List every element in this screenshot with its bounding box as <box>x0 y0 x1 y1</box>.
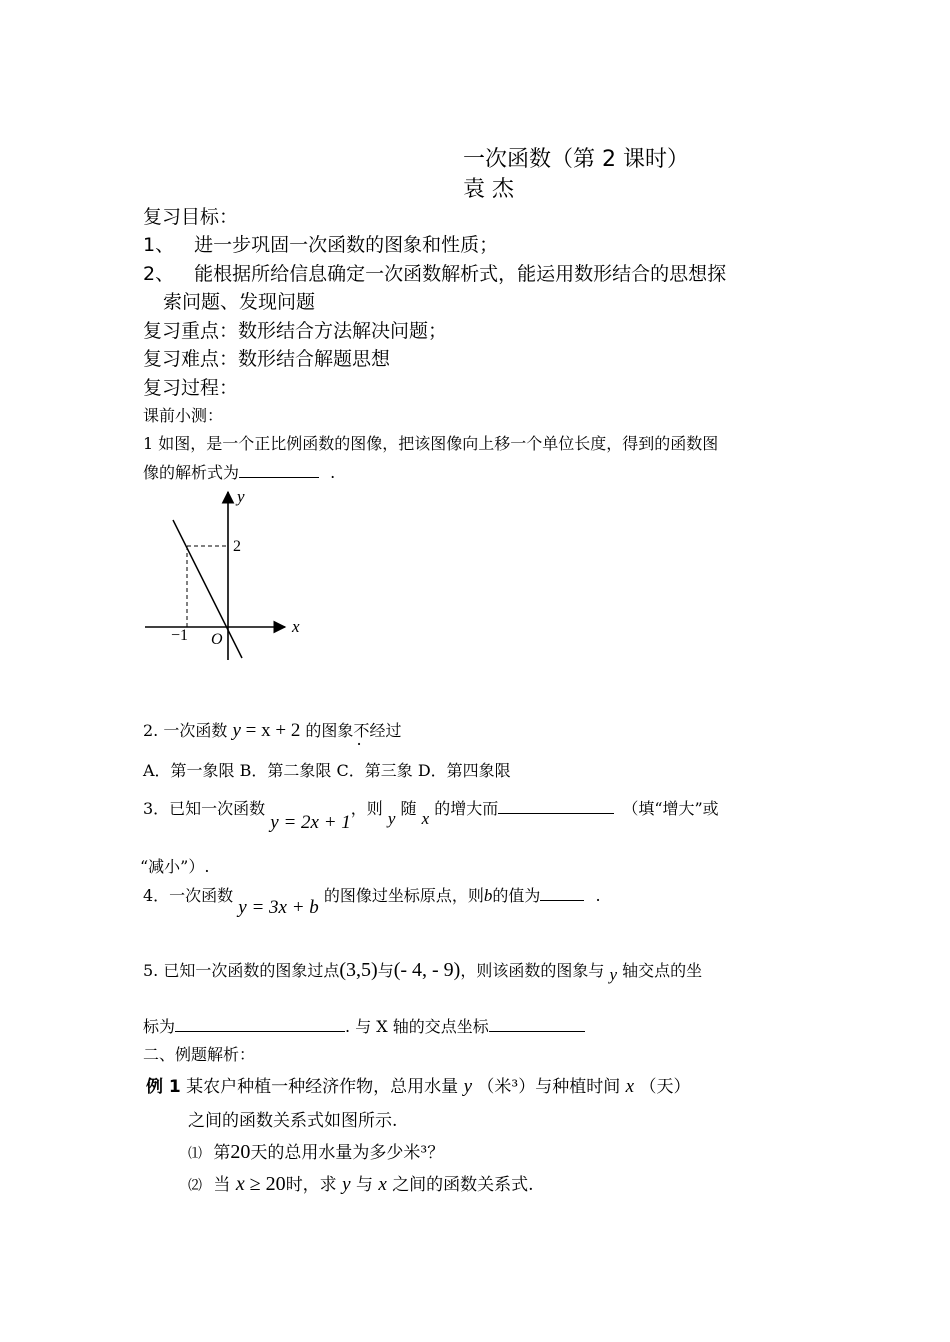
q2-suffix-b: 经过 <box>369 721 402 740</box>
sub-value: 20 <box>230 1141 251 1163</box>
page-title: 一次函数（第 2 课时） <box>463 147 689 172</box>
sub-number: ⑴ <box>188 1146 202 1162</box>
answer-blank <box>239 461 319 478</box>
q1-graph <box>140 480 315 665</box>
q2-options: A．第一象限 B．第二象限 C．第三象 D．第四象限 <box>143 761 511 780</box>
sub-var-x: x <box>235 1173 245 1195</box>
example-line2: 之间的函数关系式如图所示. <box>188 1111 398 1131</box>
y-axis-label: y <box>237 487 245 506</box>
sub-number: ⑵ <box>188 1178 202 1194</box>
q5-line2-a: 标为 <box>143 1017 176 1036</box>
example-var-y: y <box>463 1076 472 1097</box>
q1-period: . <box>330 463 336 482</box>
sub-text: 天的总用水量为多少米³？ <box>250 1143 445 1163</box>
q3-var-x: x <box>421 809 430 828</box>
q4-text <box>143 883 601 918</box>
author-name: 袁 杰 <box>463 177 514 202</box>
q4-equation: y = 3x + b <box>238 897 319 918</box>
q4-mid: 的图像过坐标原点，则 <box>323 886 484 905</box>
q5-tail: 轴交点的坐 <box>622 961 703 980</box>
q5-line2 <box>143 1014 585 1037</box>
goal-number: 2、 <box>143 263 175 285</box>
q5-line2-b: . 与 X 轴的交点坐标 <box>345 1017 489 1036</box>
sub-var-y: y <box>342 1174 351 1195</box>
goal-item <box>143 230 498 257</box>
q1-text-line2: 像的解析式为 <box>143 463 240 482</box>
answer-blank <box>498 797 614 814</box>
q3-text <box>143 796 719 833</box>
q5-point1: (3,5) <box>339 959 378 981</box>
y-tick-label: 2 <box>233 538 241 555</box>
sub-text: 当 <box>213 1175 231 1195</box>
origin-label: O <box>211 631 223 648</box>
q3-mid3: 的增大而 <box>434 799 499 818</box>
sub-inequality: ≥ 20 <box>244 1173 286 1195</box>
sub-question-1 <box>188 1138 444 1164</box>
q2-prefix: 2. 一次函数 <box>143 721 228 740</box>
q3-line2: “减小”）. <box>140 857 210 876</box>
q2-eq-rest: = x + 2 <box>240 720 301 741</box>
sub-text: 与 <box>355 1175 373 1195</box>
q3-mid1: ，则 <box>350 799 383 818</box>
pretest-heading: 课前小测： <box>143 406 224 425</box>
emphasis-char: 不 <box>353 721 370 740</box>
example-text: 某农户种植一种经济作物，总用水量 <box>186 1077 459 1097</box>
sub-text: 第 <box>213 1143 231 1163</box>
q4-var-b: b <box>483 886 493 905</box>
q3-prefix: 3．已知一次函数 <box>143 799 266 818</box>
q2-text <box>143 718 401 742</box>
goal-text-continued: 索问题、发现问题 <box>163 291 316 313</box>
q5-text <box>143 958 702 982</box>
x-tick-label: −1 <box>171 627 189 644</box>
q4-tail: 的值为 <box>492 886 541 905</box>
goal-number: 1、 <box>143 234 175 256</box>
goal-text: 进一步巩固一次函数的图象和性质； <box>194 234 499 256</box>
q5-var-y: y <box>609 965 617 984</box>
sub-text: 时，求 <box>285 1175 337 1195</box>
answer-blank <box>489 1015 585 1032</box>
q3-tail: （填“增大”或 <box>622 799 719 818</box>
q5-point2: (- 4, - 9) <box>393 959 461 981</box>
x-axis-label: x <box>292 617 300 636</box>
example-var-x: x <box>625 1076 635 1097</box>
q4-prefix: 4．一次函数 <box>143 886 234 905</box>
example-1 <box>146 1072 690 1098</box>
section-heading: 二、例题解析： <box>143 1045 256 1064</box>
q2-eq-y: y <box>232 720 241 741</box>
q3-var-y: y <box>387 809 396 828</box>
q5-mid2: ，则该函数的图象与 <box>460 961 605 980</box>
q3-equation: y = 2x + 1 <box>270 812 351 833</box>
q4-period: . <box>595 886 601 905</box>
example-text: （天） <box>639 1077 691 1097</box>
sub-question-2 <box>188 1170 534 1196</box>
q1-text: 1 如图，是一个正比例函数的图像，把该图像向上移一个单位长度，得到的函数图 <box>143 434 719 453</box>
goal-text: 能根据所给信息确定一次函数解析式，能运用数形结合的思想探 <box>194 263 727 285</box>
q2-suffix: 的图象 <box>305 721 354 740</box>
process-heading: 复习过程： <box>143 377 239 399</box>
goals-heading: 复习目标： <box>143 206 239 228</box>
example-text: （米³）与种植时间 <box>477 1077 621 1097</box>
answer-blank <box>540 884 584 901</box>
answer-blank <box>175 1015 345 1032</box>
q5-mid: 与 <box>377 961 394 980</box>
goal-item <box>143 259 726 286</box>
example-label: 例 1 <box>146 1077 181 1097</box>
q3-mid2: 随 <box>400 799 417 818</box>
key-point: 复习重点：数形结合方法解决问题； <box>143 320 448 342</box>
sub-text: 之间的函数关系式. <box>392 1175 534 1195</box>
sub-var-x: x <box>378 1174 387 1195</box>
difficulty: 复习难点：数形结合解题思想 <box>143 348 391 370</box>
q5-prefix: 5. 已知一次函数的图象过点 <box>143 961 340 980</box>
